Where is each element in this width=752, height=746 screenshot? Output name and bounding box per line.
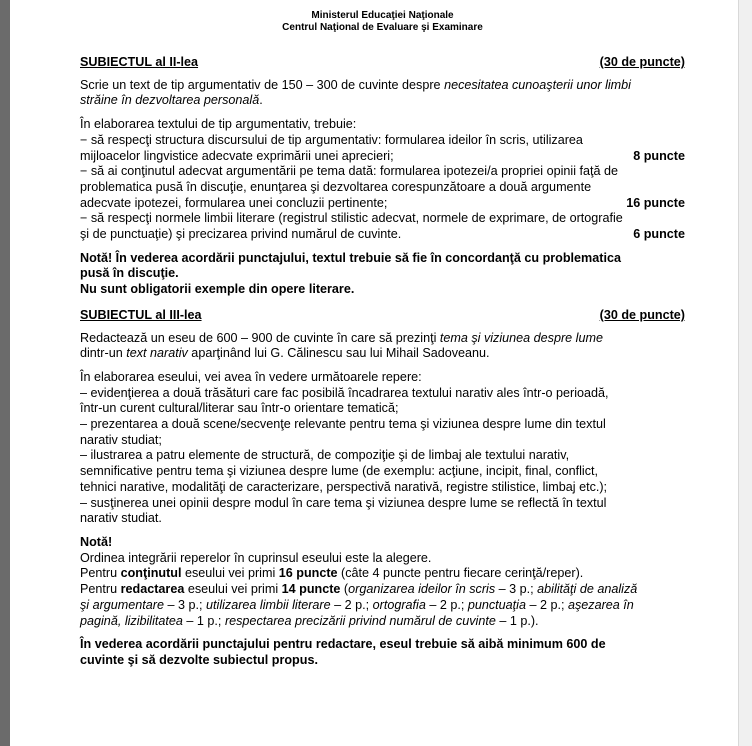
subject-3-writing-scoring: Pentru redactarea eseului vei primi 14 puncte (organizarea ideilor în scris – 3 p.; abilităţi de analiză şi argumentare – 3 p.; utilizarea limbii literare – 2 p.; ortografia – 2 p.; punctuaţia – 2 p.; aşezarea în pagină, lizibilitatea – 1 p.; respectarea precizării privind numărul de cuvinte – 1 p.). (80, 582, 638, 628)
ministry-name: Ministerul Educaţiei Naţionale (311, 10, 454, 21)
subject-3-prompt: Redactează un eseu de 600 – 900 de cuvinte în care să prezinţi tema şi viziunea despre lume dintr-un text narativ aparţinând lui G. Călinescu sau lui Mihail Sadoveanu. (80, 330, 603, 361)
document-page (80, 10, 685, 669)
subject-2-note: Notă! În vederea acordării punctajului, textul trebuie să fie în concordanţă cu problematica pusă în discuţie. Nu sunt obligatorii exemple din opere literare. (80, 250, 621, 297)
left-window-edge (0, 0, 10, 746)
subject-3-note-title: Notă! (80, 534, 113, 549)
subject-3-order-note: Ordinea integrării reperelor în cuprinsul eseului este la alegere. (80, 550, 432, 565)
subject-3-title: SUBIECTUL al III-lea (80, 307, 202, 322)
subject-3-final-note: În vederea acordării punctajului pentru redactare, eseul trebuie să aibă minimum 600 de cuvinte şi să dezvolte subiectul propus. (80, 637, 606, 667)
subject-3-landmark-3: – ilustrarea a patru elemente de structură, de compoziţie şi de limbaj ale textului narativ, semnificative pentru tema şi viziunea despre lume (de exemplu: acţiune, incipit, final, conflict, tehnici narative, modalităţi de caracterizare, perspectivă narativă, registre stilistice, limbaj etc.); (80, 448, 608, 494)
subject-2-requirements-intro: În elaborarea textului de tip argumentativ, trebuie: (80, 117, 357, 132)
points-badge: 16 puncte (626, 195, 685, 210)
points-badge: 8 puncte (633, 148, 685, 163)
subject-2-points: (30 de puncte) (599, 55, 685, 69)
subject-2-requirement-3: − să respecţi normele limbii literare (registrul stilistic adecvat, normele de exprimare, de ortografie şi de punctuaţie) şi precizarea privind numărul de cuvinte. 6 puncte (80, 211, 685, 242)
subject-2-requirement-1: − să respecţi structura discursului de tip argumentativ: formularea ideilor în scris, utilizarea mijloacelor lingvistice adecvate exprimării unei aprecieri; 8 puncte (80, 132, 685, 163)
subject-3-heading (80, 308, 685, 324)
subject-3-landmark-4: – susţinerea unei opinii despre modul în care tema şi viziunea despre lume se reflectă în textul narativ studiat. (80, 495, 607, 526)
subject-2-heading (80, 55, 685, 71)
subject-3-points: (30 de puncte) (599, 307, 685, 322)
subject-3-requirements-intro: În elaborarea eseului, vei avea în vedere următoarele repere: (80, 369, 422, 384)
document-header (80, 10, 685, 34)
center-name: Centrul Naţional de Evaluare şi Examinare (282, 22, 483, 33)
subject-3-landmark-1: – evidenţierea a două trăsături care fac posibilă încadrarea textului narativ ales într-o perioadă, într-un curent cultural/literar sau într-o orientare tematică; (80, 385, 609, 416)
subject-2-title: SUBIECTUL al II-lea (80, 55, 199, 69)
scrollbar[interactable] (738, 0, 752, 746)
points-badge: 6 puncte (633, 227, 685, 242)
subject-3-content-scoring: Pentru conţinutul eseului vei primi 16 puncte (câte 4 puncte pentru fiecare cerinţă/reper). (80, 566, 584, 581)
subject-3-landmark-2: – prezentarea a două scene/secvenţe relevante pentru tema şi viziunea despre lume din textul narativ studiat; (80, 417, 606, 447)
subject-2-requirement-2: − să ai conţinutul adecvat argumentării pe tema dată: formularea ipotezei/a propriei opinii faţă de problematica pusă în discuţie, enunţarea şi dezvoltarea corespunzătoare a două argumente adecvate ipotezei, formularea unei concluzii pertinente; 16 puncte (80, 164, 685, 210)
subject-2-prompt: Scrie un text de tip argumentativ de 150 – 300 de cuvinte despre necesitatea cunoaşterii unor limbi străine în dezvoltarea personală. (80, 77, 631, 108)
